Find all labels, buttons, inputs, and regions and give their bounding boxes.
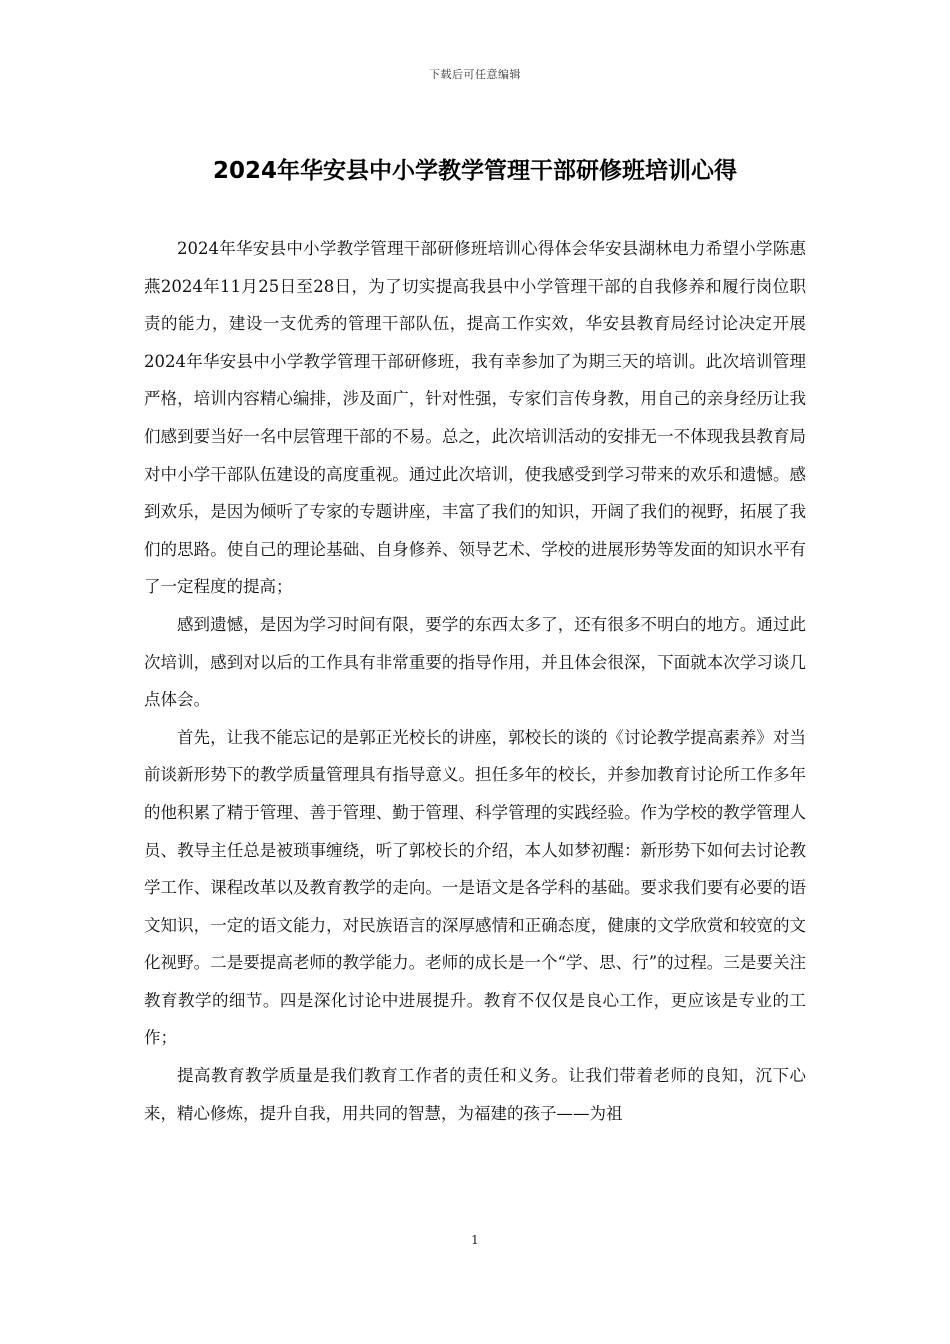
document-title: 2024年华安县中小学教学管理干部研修班培训心得 (212, 158, 737, 184)
body-paragraph: 感到遗憾，是因为学习时间有限，要学的东西太多了，还有很多不明白的地方。通过此次培训，感到对以后的工作具有非常重要的指导作用，并且体会很深，下面就本次学习谈几点体会。 (144, 614, 806, 710)
page-number: 1 (471, 1233, 479, 1247)
body-paragraph: 2024年华安县中小学教学管理干部研修班培训心得体会华安县湖林电力希望小学陈惠燕2024年11月25日至28日，为了切实提高我县中小学管理干部的自我修养和履行岗位职责的能力，建设一支优秀的管理干部队伍，提高工作实效，华安县教育局经讨论决定开展2024年华安县中小学教学管理干部研修班，我有幸参加了为期三天的培训。此次培训管理严格，培训内容精心编排，涉及面广，针对性强，专家们言传身教，用自己的亲身经历让我们感到要当好一名中层管理干部的不易。总之，此次培训活动的安排无一不体现我县教育局对中小学干部队伍建设的高度重视。通过此次培训，使我感受到学习带来的欢乐和遗憾。感到欢乐，是因为倾听了专家的专题讲座，丰富了我们的知识，开阔了我们的视野，拓展了我们的思路。使自己的理论基础、自身修养、领导艺术、学校的进展形势等发面的知识水平有了一定程度的提高； (144, 239, 806, 597)
document-body (144, 230, 806, 1132)
page-header-note: 下载后可任意编辑 (429, 68, 521, 81)
body-paragraph: 提高教育教学质量是我们教育工作者的责任和义务。让我们带着老师的良知，沉下心来，精心修炼，提升自我，用共同的智慧，为福建的孩子——为祖 (144, 1066, 806, 1123)
body-paragraph: 首先，让我不能忘记的是郭正光校长的讲座，郭校长的谈的《讨论教学提高素养》对当前谈新形势下的教学质量管理具有指导意义。担任多年的校长，并参加教育讨论所工作多年的他积累了精于管理、善于管理、勤于管理、科学管理的实践经验。作为学校的教学管理人员、教导主任总是被琐事缠绕，听了郭校长的介绍，本人如梦初醒：新形势下如何去讨论教学工作、课程改革以及教育教学的走向。一是语文是各学科的基础。要求我们要有必要的语文知识，一定的语文能力，对民族语言的深厚感情和正确态度，健康的文学欣赏和较宽的文化视野。二是要提高老师的教学能力。老师的成长是一个“学、思、行”的过程。三是要关注教育教学的细节。四是深化讨论中进展提升。教育不仅仅是良心工作，更应该是专业的工作； (144, 727, 806, 1048)
